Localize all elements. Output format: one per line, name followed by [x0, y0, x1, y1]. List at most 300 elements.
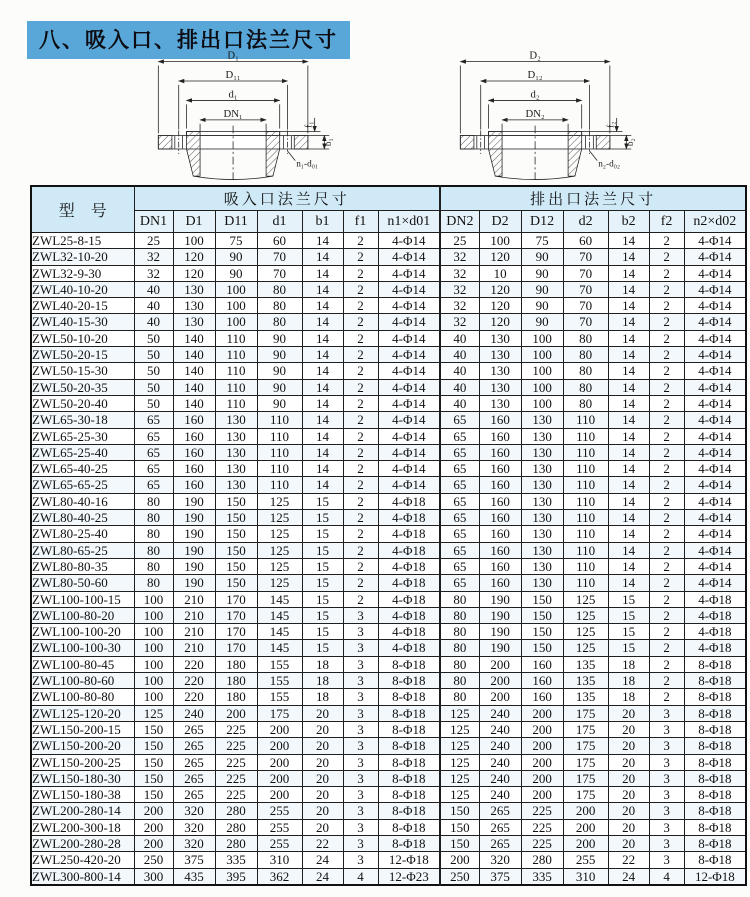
value-cell: 120 — [173, 265, 215, 281]
model-cell: ZWL250-420-20 — [31, 852, 134, 868]
value-cell: 200 — [134, 819, 173, 835]
value-cell: 110 — [563, 428, 608, 444]
value-cell: 14 — [302, 477, 343, 493]
value-cell: 14 — [302, 444, 343, 460]
value-cell: 2 — [343, 249, 378, 265]
value-cell: 8-Φ18 — [684, 835, 746, 851]
value-cell: 2 — [343, 330, 378, 346]
table-row — [31, 558, 746, 574]
value-cell: 40 — [134, 281, 173, 297]
value-cell: 150 — [134, 770, 173, 786]
value-cell: 14 — [608, 314, 649, 330]
table-row — [31, 803, 746, 819]
value-cell: 90 — [257, 363, 302, 379]
table-row — [31, 640, 746, 656]
value-cell: 130 — [215, 461, 257, 477]
value-cell: 220 — [173, 689, 215, 705]
value-cell: 20 — [302, 770, 343, 786]
value-cell: 150 — [215, 542, 257, 558]
value-cell: 145 — [257, 591, 302, 607]
value-cell: 110 — [215, 347, 257, 363]
value-cell: 3 — [343, 673, 378, 689]
value-cell: 32 — [440, 249, 479, 265]
model-cell: ZWL50-20-15 — [31, 347, 134, 363]
value-cell: 2 — [649, 412, 684, 428]
value-cell: 110 — [563, 461, 608, 477]
value-cell: 10 — [479, 265, 521, 281]
value-cell: 150 — [521, 591, 563, 607]
value-cell: 40 — [440, 363, 479, 379]
value-cell: 40 — [440, 379, 479, 395]
value-cell: 14 — [302, 330, 343, 346]
value-cell: 14 — [608, 477, 649, 493]
value-cell: 200 — [134, 835, 173, 851]
table-row — [31, 363, 746, 379]
col-header-d2-small: d2 — [563, 211, 608, 233]
value-cell: 4-Φ14 — [684, 314, 746, 330]
suction-flange-diagram — [136, 48, 336, 182]
model-cell: ZWL65-65-25 — [31, 477, 134, 493]
value-cell: 125 — [563, 607, 608, 623]
value-cell: 12-Φ18 — [684, 868, 746, 885]
value-cell: 240 — [173, 705, 215, 721]
value-cell: 14 — [302, 249, 343, 265]
value-cell: 4-Φ14 — [378, 412, 440, 428]
model-cell: ZWL100-80-80 — [31, 689, 134, 705]
value-cell: 225 — [521, 819, 563, 835]
model-cell: ZWL65-25-30 — [31, 428, 134, 444]
dim-label-bolt-holes: n₂-d₀₂ — [598, 158, 621, 169]
model-cell: ZWL200-280-14 — [31, 803, 134, 819]
value-cell: 4-Φ14 — [684, 526, 746, 542]
value-cell: 2 — [649, 542, 684, 558]
value-cell: 145 — [257, 624, 302, 640]
value-cell: 3 — [649, 705, 684, 721]
value-cell: 3 — [343, 656, 378, 672]
col-header-d1: D1 — [173, 211, 215, 233]
value-cell: 3 — [343, 607, 378, 623]
value-cell: 80 — [563, 347, 608, 363]
value-cell: 110 — [215, 379, 257, 395]
value-cell: 130 — [521, 461, 563, 477]
value-cell: 180 — [215, 656, 257, 672]
value-cell: 4-Φ14 — [684, 542, 746, 558]
value-cell: 130 — [479, 395, 521, 411]
value-cell: 160 — [173, 477, 215, 493]
value-cell: 2 — [343, 281, 378, 297]
value-cell: 8-Φ18 — [378, 656, 440, 672]
value-cell: 2 — [649, 249, 684, 265]
value-cell: 80 — [440, 656, 479, 672]
value-cell: 8-Φ18 — [684, 770, 746, 786]
col-header-n1xd01: n1×d01 — [378, 211, 440, 233]
value-cell: 15 — [608, 591, 649, 607]
value-cell: 140 — [173, 363, 215, 379]
value-cell: 14 — [302, 412, 343, 428]
value-cell: 155 — [257, 673, 302, 689]
value-cell: 8-Φ18 — [378, 721, 440, 737]
value-cell: 90 — [257, 347, 302, 363]
value-cell: 14 — [302, 281, 343, 297]
dim-label-nominal-bore: DN₂ — [525, 107, 545, 120]
value-cell: 65 — [440, 461, 479, 477]
value-cell: 20 — [302, 787, 343, 803]
table-row — [31, 819, 746, 835]
value-cell: 65 — [440, 542, 479, 558]
value-cell: 170 — [215, 640, 257, 656]
table-row — [31, 770, 746, 786]
value-cell: 3 — [649, 754, 684, 770]
value-cell: 8-Φ18 — [684, 754, 746, 770]
value-cell: 200 — [521, 754, 563, 770]
value-cell: 150 — [440, 803, 479, 819]
value-cell: 14 — [302, 395, 343, 411]
value-cell: 190 — [479, 591, 521, 607]
value-cell: 100 — [134, 624, 173, 640]
dim-label-outer-diameter: D₂ — [529, 49, 541, 62]
value-cell: 200 — [563, 803, 608, 819]
value-cell: 175 — [257, 705, 302, 721]
table-row — [31, 265, 746, 281]
value-cell: 20 — [302, 721, 343, 737]
table-row — [31, 379, 746, 395]
value-cell: 80 — [134, 575, 173, 591]
model-cell: ZWL150-200-25 — [31, 754, 134, 770]
value-cell: 265 — [173, 738, 215, 754]
dim-label-face-diameter: d₁ — [228, 88, 238, 101]
value-cell: 4-Φ18 — [684, 624, 746, 640]
model-cell: ZWL40-15-30 — [31, 314, 134, 330]
col-header-n2xd02: n2×d02 — [684, 211, 746, 233]
model-cell: ZWL100-100-30 — [31, 640, 134, 656]
value-cell: 90 — [257, 330, 302, 346]
value-cell: 32 — [134, 265, 173, 281]
value-cell: 4-Φ18 — [378, 624, 440, 640]
value-cell: 240 — [479, 705, 521, 721]
value-cell: 130 — [521, 444, 563, 460]
value-cell: 2 — [343, 347, 378, 363]
value-cell: 4-Φ14 — [684, 558, 746, 574]
dim-label-nominal-bore: DN₁ — [223, 107, 243, 120]
value-cell: 24 — [608, 868, 649, 885]
value-cell: 190 — [173, 526, 215, 542]
value-cell: 4-Φ14 — [684, 444, 746, 460]
value-cell: 100 — [134, 607, 173, 623]
value-cell: 2 — [343, 526, 378, 542]
value-cell: 14 — [302, 428, 343, 444]
value-cell: 80 — [440, 624, 479, 640]
value-cell: 150 — [440, 835, 479, 851]
value-cell: 3 — [343, 689, 378, 705]
value-cell: 175 — [563, 754, 608, 770]
value-cell: 335 — [521, 868, 563, 885]
value-cell: 130 — [521, 542, 563, 558]
value-cell: 14 — [608, 412, 649, 428]
value-cell: 362 — [257, 868, 302, 885]
value-cell: 2 — [649, 330, 684, 346]
value-cell: 3 — [649, 819, 684, 835]
value-cell: 4-Φ18 — [378, 493, 440, 509]
value-cell: 160 — [173, 461, 215, 477]
value-cell: 100 — [521, 347, 563, 363]
value-cell: 80 — [134, 510, 173, 526]
value-cell: 2 — [649, 298, 684, 314]
value-cell: 14 — [608, 542, 649, 558]
value-cell: 4-Φ18 — [684, 591, 746, 607]
value-cell: 70 — [563, 281, 608, 297]
value-cell: 265 — [479, 819, 521, 835]
model-cell: ZWL100-80-45 — [31, 656, 134, 672]
value-cell: 170 — [215, 624, 257, 640]
value-cell: 4-Φ14 — [378, 444, 440, 460]
value-cell: 90 — [521, 298, 563, 314]
value-cell: 130 — [521, 428, 563, 444]
value-cell: 3 — [649, 770, 684, 786]
value-cell: 14 — [608, 428, 649, 444]
value-cell: 80 — [440, 673, 479, 689]
model-cell: ZWL150-200-15 — [31, 721, 134, 737]
value-cell: 200 — [563, 819, 608, 835]
value-cell: 100 — [134, 673, 173, 689]
value-cell: 25 — [440, 233, 479, 249]
value-cell: 300 — [134, 868, 173, 885]
value-cell: 4-Φ14 — [378, 281, 440, 297]
model-cell: ZWL32-9-30 — [31, 265, 134, 281]
value-cell: 100 — [215, 314, 257, 330]
value-cell: 100 — [134, 689, 173, 705]
value-cell: 14 — [302, 363, 343, 379]
model-cell: ZWL50-10-20 — [31, 330, 134, 346]
value-cell: 4-Φ14 — [378, 461, 440, 477]
value-cell: 2 — [343, 314, 378, 330]
value-cell: 2 — [649, 575, 684, 591]
model-cell: ZWL150-180-38 — [31, 787, 134, 803]
value-cell: 14 — [302, 347, 343, 363]
model-cell: ZWL300-800-14 — [31, 868, 134, 885]
value-cell: 160 — [521, 656, 563, 672]
value-cell: 2 — [649, 510, 684, 526]
value-cell: 4-Φ14 — [378, 477, 440, 493]
value-cell: 8-Φ18 — [684, 803, 746, 819]
value-cell: 160 — [479, 493, 521, 509]
value-cell: 90 — [521, 314, 563, 330]
value-cell: 8-Φ18 — [684, 705, 746, 721]
value-cell: 8-Φ18 — [684, 721, 746, 737]
value-cell: 80 — [440, 689, 479, 705]
value-cell: 20 — [608, 705, 649, 721]
value-cell: 130 — [173, 281, 215, 297]
value-cell: 8-Φ18 — [378, 787, 440, 803]
value-cell: 265 — [479, 835, 521, 851]
value-cell: 80 — [257, 281, 302, 297]
value-cell: 160 — [521, 689, 563, 705]
value-cell: 190 — [479, 624, 521, 640]
value-cell: 22 — [608, 852, 649, 868]
value-cell: 265 — [479, 803, 521, 819]
value-cell: 12-Φ18 — [378, 852, 440, 868]
value-cell: 14 — [302, 379, 343, 395]
value-cell: 200 — [215, 705, 257, 721]
value-cell: 100 — [479, 233, 521, 249]
dim-label-thickness: b₂ — [625, 138, 636, 147]
value-cell: 20 — [302, 738, 343, 754]
model-cell: ZWL100-80-60 — [31, 673, 134, 689]
value-cell: 200 — [440, 852, 479, 868]
value-cell: 130 — [173, 298, 215, 314]
value-cell: 15 — [302, 624, 343, 640]
value-cell: 125 — [440, 770, 479, 786]
value-cell: 150 — [215, 526, 257, 542]
group-header-row — [31, 186, 746, 211]
table-row — [31, 868, 746, 885]
value-cell: 40 — [440, 347, 479, 363]
value-cell: 200 — [257, 770, 302, 786]
suction-group-header: 吸入口法兰尺寸 — [134, 186, 440, 211]
table-row — [31, 428, 746, 444]
value-cell: 14 — [608, 249, 649, 265]
value-cell: 130 — [479, 363, 521, 379]
value-cell: 255 — [257, 819, 302, 835]
value-cell: 170 — [215, 607, 257, 623]
value-cell: 15 — [302, 510, 343, 526]
value-cell: 4 — [649, 868, 684, 885]
table-row — [31, 852, 746, 868]
table-row — [31, 787, 746, 803]
sub-header-row — [31, 211, 746, 233]
value-cell: 125 — [563, 640, 608, 656]
value-cell: 3 — [649, 803, 684, 819]
value-cell: 190 — [173, 575, 215, 591]
value-cell: 150 — [215, 493, 257, 509]
value-cell: 32 — [440, 265, 479, 281]
value-cell: 4-Φ14 — [684, 428, 746, 444]
value-cell: 130 — [521, 477, 563, 493]
value-cell: 130 — [521, 493, 563, 509]
value-cell: 8-Φ18 — [378, 803, 440, 819]
value-cell: 3 — [343, 640, 378, 656]
value-cell: 120 — [479, 249, 521, 265]
value-cell: 145 — [257, 607, 302, 623]
value-cell: 160 — [479, 412, 521, 428]
col-header-b2: b2 — [608, 211, 649, 233]
value-cell: 15 — [302, 558, 343, 574]
value-cell: 20 — [608, 787, 649, 803]
value-cell: 200 — [479, 656, 521, 672]
value-cell: 225 — [215, 754, 257, 770]
value-cell: 50 — [134, 395, 173, 411]
value-cell: 190 — [173, 542, 215, 558]
value-cell: 255 — [563, 852, 608, 868]
value-cell: 280 — [215, 835, 257, 851]
value-cell: 100 — [134, 640, 173, 656]
value-cell: 25 — [134, 233, 173, 249]
value-cell: 225 — [521, 835, 563, 851]
flange-table-body — [31, 233, 746, 885]
value-cell: 14 — [608, 363, 649, 379]
value-cell: 110 — [563, 493, 608, 509]
table-row — [31, 542, 746, 558]
model-cell: ZWL50-15-30 — [31, 363, 134, 379]
discharge-group-header: 排出口法兰尺寸 — [440, 186, 746, 211]
value-cell: 4-Φ14 — [684, 510, 746, 526]
value-cell: 175 — [563, 738, 608, 754]
model-cell: ZWL40-10-20 — [31, 281, 134, 297]
value-cell: 4-Φ14 — [378, 298, 440, 314]
table-row — [31, 233, 746, 249]
value-cell: 175 — [563, 705, 608, 721]
value-cell: 65 — [134, 412, 173, 428]
value-cell: 225 — [215, 787, 257, 803]
value-cell: 140 — [173, 347, 215, 363]
value-cell: 4-Φ18 — [378, 607, 440, 623]
value-cell: 135 — [563, 689, 608, 705]
table-row — [31, 314, 746, 330]
value-cell: 160 — [479, 575, 521, 591]
value-cell: 335 — [215, 852, 257, 868]
value-cell: 90 — [215, 265, 257, 281]
value-cell: 3 — [649, 721, 684, 737]
value-cell: 40 — [440, 395, 479, 411]
value-cell: 140 — [173, 379, 215, 395]
value-cell: 150 — [215, 510, 257, 526]
value-cell: 20 — [302, 705, 343, 721]
value-cell: 200 — [257, 721, 302, 737]
value-cell: 240 — [479, 738, 521, 754]
value-cell: 150 — [521, 640, 563, 656]
value-cell: 20 — [302, 819, 343, 835]
value-cell: 80 — [563, 395, 608, 411]
table-row — [31, 721, 746, 737]
value-cell: 125 — [134, 705, 173, 721]
value-cell: 80 — [134, 542, 173, 558]
value-cell: 65 — [440, 510, 479, 526]
value-cell: 395 — [215, 868, 257, 885]
value-cell: 190 — [479, 640, 521, 656]
table-row — [31, 249, 746, 265]
value-cell: 140 — [173, 395, 215, 411]
value-cell: 155 — [257, 689, 302, 705]
value-cell: 15 — [302, 607, 343, 623]
col-header-d12: D12 — [521, 211, 563, 233]
value-cell: 120 — [479, 314, 521, 330]
model-cell: ZWL150-200-20 — [31, 738, 134, 754]
value-cell: 4-Φ14 — [684, 249, 746, 265]
value-cell: 8-Φ18 — [684, 656, 746, 672]
value-cell: 32 — [134, 249, 173, 265]
value-cell: 90 — [257, 379, 302, 395]
value-cell: 240 — [479, 721, 521, 737]
value-cell: 4-Φ14 — [684, 575, 746, 591]
value-cell: 24 — [302, 852, 343, 868]
value-cell: 175 — [563, 770, 608, 786]
table-row — [31, 591, 746, 607]
value-cell: 2 — [649, 461, 684, 477]
table-row — [31, 754, 746, 770]
value-cell: 65 — [440, 558, 479, 574]
value-cell: 180 — [215, 673, 257, 689]
value-cell: 4-Φ14 — [378, 395, 440, 411]
value-cell: 4-Φ14 — [684, 298, 746, 314]
value-cell: 3 — [343, 624, 378, 640]
col-header-d11: D11 — [215, 211, 257, 233]
value-cell: 4-Φ14 — [378, 314, 440, 330]
value-cell: 255 — [257, 835, 302, 851]
value-cell: 160 — [479, 526, 521, 542]
value-cell: 14 — [608, 444, 649, 460]
value-cell: 375 — [479, 868, 521, 885]
value-cell: 14 — [302, 265, 343, 281]
col-header-d1-small: d1 — [257, 211, 302, 233]
